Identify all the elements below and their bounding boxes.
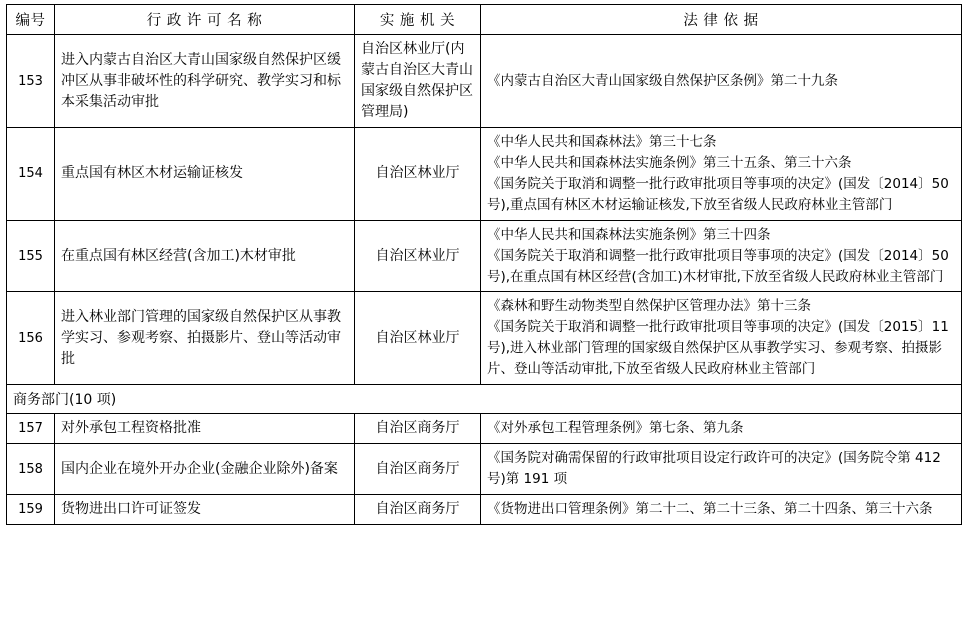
cell-legal-basis — [481, 35, 962, 128]
cell-serial-number: 153 — [7, 35, 55, 128]
cell-serial-number: 159 — [7, 494, 55, 524]
legal-basis-line: 《国务院对确需保留的行政审批项目设定行政许可的决定》(国务院令第 412 号)第 191 项 — [487, 450, 941, 488]
legal-basis-line: 《对外承包工程管理条例》第七条、第九条 — [487, 420, 744, 437]
legal-basis-line: 《森林和野生动物类型自然保护区管理办法》第十三条 — [487, 298, 811, 315]
cell-implementing-organ: 自治区林业厅(内蒙古自治区大青山国家级自然保护区管理局) — [355, 35, 481, 128]
table-header-row — [7, 5, 962, 35]
column-header-law: 法 律 依 据 — [481, 5, 962, 35]
legal-basis-line: 《中华人民共和国森林法实施条例》第三十五条、第三十六条 — [487, 154, 852, 171]
cell-legal-basis — [481, 494, 962, 524]
table-body — [7, 35, 962, 525]
cell-legal-basis — [481, 292, 962, 385]
cell-implementing-organ: 自治区林业厅 — [355, 128, 481, 221]
table-row — [7, 128, 962, 221]
column-header-org: 实 施 机 关 — [355, 5, 481, 35]
cell-legal-basis — [481, 128, 962, 221]
table-row — [7, 35, 962, 128]
cell-implementing-organ: 自治区商务厅 — [355, 494, 481, 524]
legal-basis-line: 《货物进出口管理条例》第二十二、第二十三条、第二十四条、第三十六条 — [487, 501, 933, 518]
cell-permit-name: 货物进出口许可证签发 — [55, 494, 355, 524]
column-header-no: 编号 — [7, 5, 55, 35]
section-title: 商务部门(10 项) — [7, 385, 962, 414]
table-row — [7, 494, 962, 524]
legal-basis-line: 《中华人民共和国森林法》第三十七条 — [487, 134, 717, 150]
legal-basis-line: 《国务院关于取消和调整一批行政审批项目等事项的决定》(国发〔2014〕50 号),在重点国有林区经营(含加工)木材审批,下放至省级人民政府林业主管部门 — [487, 247, 949, 285]
cell-serial-number: 158 — [7, 444, 55, 495]
cell-legal-basis — [481, 220, 962, 292]
administrative-permit-table — [6, 4, 962, 525]
cell-serial-number: 154 — [7, 128, 55, 221]
cell-permit-name: 重点国有林区木材运输证核发 — [55, 128, 355, 221]
table-row — [7, 292, 962, 385]
legal-basis-line: 《国务院关于取消和调整一批行政审批项目等事项的决定》(国发〔2014〕50 号),重点国有林区木材运输证核发,下放至省级人民政府林业主管部门 — [487, 175, 949, 213]
cell-permit-name: 国内企业在境外开办企业(金融企业除外)备案 — [55, 444, 355, 495]
cell-permit-name: 进入内蒙古自治区大青山国家级自然保护区缓冲区从事非破坏性的科学研究、教学实习和标本采集活动审批 — [55, 35, 355, 128]
cell-serial-number: 157 — [7, 414, 55, 444]
cell-legal-basis — [481, 444, 962, 495]
column-header-name: 行 政 许 可 名 称 — [55, 5, 355, 35]
cell-serial-number: 156 — [7, 292, 55, 385]
legal-basis-line: 《中华人民共和国森林法实施条例》第三十四条 — [487, 226, 771, 243]
table-row — [7, 414, 962, 444]
cell-legal-basis — [481, 414, 962, 444]
cell-implementing-organ: 自治区商务厅 — [355, 414, 481, 444]
cell-permit-name: 进入林业部门管理的国家级自然保护区从事教学实习、参观考察、拍摄影片、登山等活动审批 — [55, 292, 355, 385]
table-row — [7, 220, 962, 292]
legal-basis-line: 《国务院关于取消和调整一批行政审批项目等事项的决定》(国发〔2015〕11 号),进入林业部门管理的国家级自然保护区从事教学实习、参观考察、拍摄影片、登山等活动审批,下放至省级人民政府林业主管部门 — [487, 319, 949, 378]
cell-serial-number: 155 — [7, 220, 55, 292]
table-header — [7, 5, 962, 35]
cell-implementing-organ: 自治区林业厅 — [355, 220, 481, 292]
cell-implementing-organ: 自治区林业厅 — [355, 292, 481, 385]
cell-permit-name: 对外承包工程资格批准 — [55, 414, 355, 444]
section-row — [7, 385, 962, 414]
cell-permit-name: 在重点国有林区经营(含加工)木材审批 — [55, 220, 355, 292]
table-row — [7, 444, 962, 495]
cell-implementing-organ: 自治区商务厅 — [355, 444, 481, 495]
legal-basis-line: 《内蒙古自治区大青山国家级自然保护区条例》第二十九条 — [487, 72, 838, 89]
